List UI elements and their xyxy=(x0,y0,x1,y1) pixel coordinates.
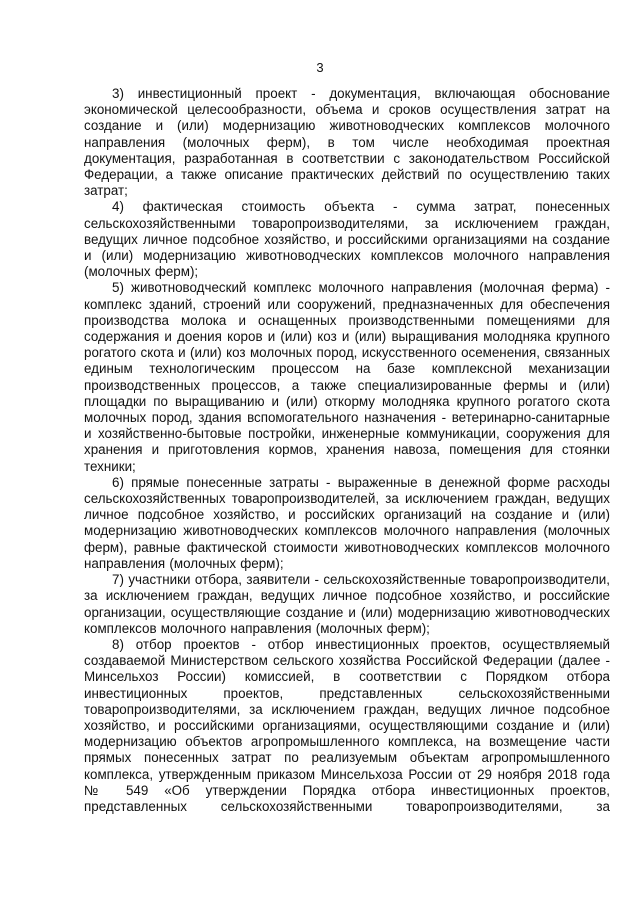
document-body xyxy=(84,86,610,815)
paragraph-item-4: 4) фактическая стоимость объекта - сумма затрат, понесенных сельскохозяйственными товаропроизводителями, за исключением граждан, ведущих личное подсобное хозяйство, и российскими организациями на создание и (или) модернизацию животноводческих комплексов молочного направления (молочных ферм); xyxy=(84,199,610,280)
paragraph-item-3: 3) инвестиционный проект - документация, включающая обоснование экономической целесообразности, объема и сроков осуществления затрат на создание и (или) модернизацию животноводческих комплексов молочного направления (молочных ферм), в том числе необходимая проектная документация, разработанная в соответствии с законодательством Российской Федерации, а также описание практических действий по осуществлению таких затрат; xyxy=(84,86,610,199)
paragraph-item-5: 5) животноводческий комплекс молочного направления (молочная ферма) - комплекс зданий, строений или сооружений, предназначенных для обеспечения производства молока и оснащенных производственными помещениями для содержания и доения коров и (или) коз и (или) выращивания молодняка крупного рогатого скота и (или) коз молочных пород, искусственного осеменения, связанных единым технологическим процессом на базе комплексной механизации производственных процессов, а также специализированные фермы и (или) площадки по выращиванию и (или) откорму молодняка крупного рогатого скота молочных пород, здания вспомогательного назначения - ветеринарно-санитарные и хозяйственно-бытовые постройки, инженерные коммуникации, сооружения для хранения и приготовления кормов, хранения навоза, помещения для стоянки техники; xyxy=(84,280,610,474)
paragraph-item-8: 8) отбор проектов - отбор инвестиционных проектов, осуществляемый создаваемой Министерством сельского хозяйства Российской Федерации (далее - Минсельхоз России) комиссией, в соответствии с Порядком отбора инвестиционных проектов, представленных сельскохозяйственными товаропроизводителями, за исключением граждан, ведущих личное подсобное хозяйство, и российскими организациями, осуществляющими создание и (или) модернизацию объектов агропромышленного комплекса, на возмещение части прямых понесенных затрат по реализуемым объектам агропромышленного комплекса, утвержденным приказом Минсельхоза России от 29 ноября 2018 года № 549 «Об утверждении Порядка отбора инвестиционных проектов, представленных сельскохозяйственными товаропроизводителями, за xyxy=(84,636,610,814)
page-number: 3 xyxy=(316,60,324,75)
paragraph-item-6: 6) прямые понесенные затраты - выраженные в денежной форме расходы сельскохозяйственных товаропроизводителей, за исключением граждан, ведущих личное подсобное хозяйство, и российских организаций на создание и (или) модернизацию животноводческих комплексов молочного направления (молочных ферм), равные фактической стоимости животноводческих комплексов молочного направления (молочных ферм); xyxy=(84,474,610,571)
paragraph-item-7: 7) участники отбора, заявители - сельскохозяйственные товаропроизводители, за исключением граждан, ведущих личное подсобное хозяйство, и российские организации, осуществляющие создание и (или) модернизацию животноводческих комплексов молочного направления (молочных ферм); xyxy=(84,572,610,636)
